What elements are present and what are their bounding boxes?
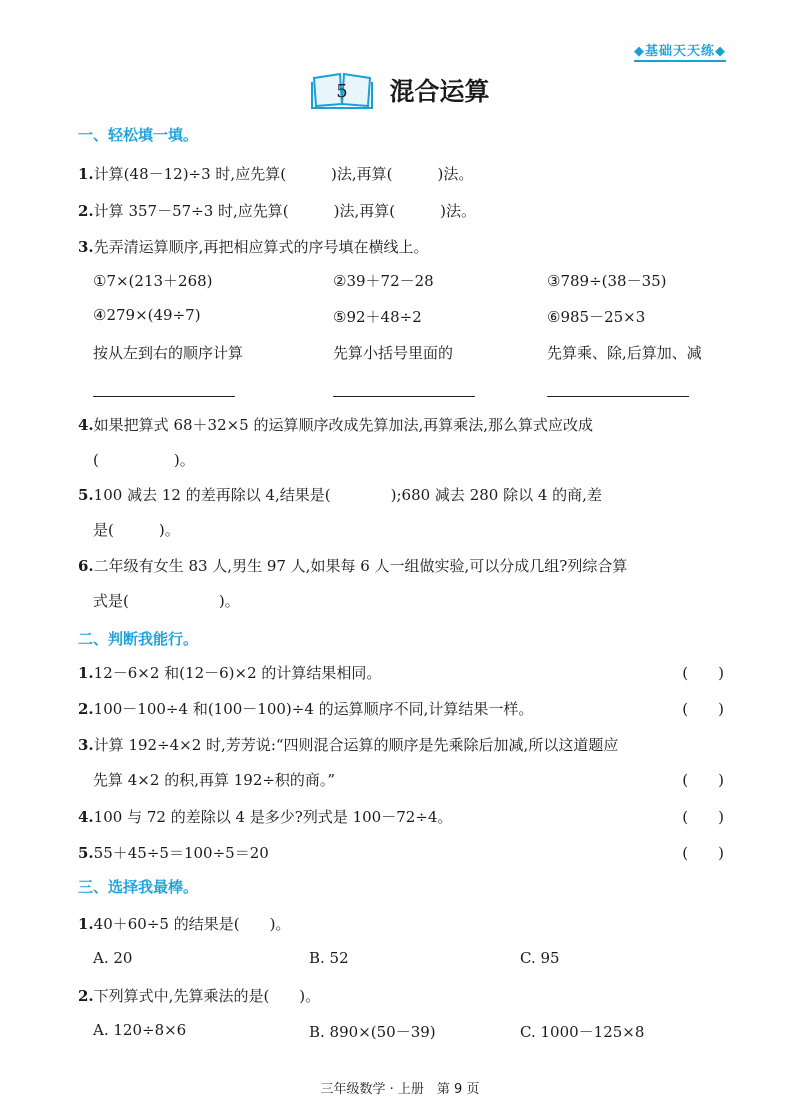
s2-q3-text: 计算 192÷4×2 时,芳芳说:“四则混合运算的顺序是先乘除后加减,所以这道题应 — [93, 736, 619, 754]
s2-q5-text: 55＋45÷5＝100÷5＝20 — [93, 844, 269, 862]
s2-q2-text: 100－100÷4 和(100－100)÷4 的运算顺序不同,计算结果一样。 — [93, 700, 534, 718]
category-left-to-right: 按从左到右的顺序计算 — [93, 344, 244, 362]
s3-q2-num: 2. — [78, 987, 94, 1005]
s2-q3 — [78, 734, 724, 755]
s1-q5-cont: 是( )。 — [93, 521, 180, 539]
s3-q2-option-a[interactable]: A. 120÷8×6 — [93, 1021, 187, 1039]
s1-q5-text: 100 减去 12 的差再除以 4,结果是( );680 减去 280 除以 4 的商,差 — [93, 486, 602, 504]
s2-q1-text: 12－6×2 和(12－6)×2 的计算结果相同。 — [93, 664, 382, 682]
s1-q1 — [78, 163, 724, 184]
open-book-icon — [310, 70, 374, 110]
s1-q3-text: 先弄清运算顺序,再把相应算式的序号填在横线上。 — [93, 238, 429, 256]
s2-q4-num: 4. — [78, 808, 94, 826]
s1-q1-text: 计算(48－12)÷3 时,应先算( )法,再算( )法。 — [93, 165, 474, 183]
s3-q2 — [78, 985, 724, 1006]
expr-4: ④279×(49÷7) — [93, 306, 201, 324]
s3-q1-option-c[interactable]: C. 95 — [520, 949, 560, 967]
s1-q6 — [78, 555, 724, 576]
answer-line-3[interactable] — [547, 396, 689, 397]
expr-3: ③789÷(38－35) — [547, 272, 667, 290]
expr-6: ⑥985－25×3 — [547, 308, 646, 326]
category-parentheses: 先算小括号里面的 — [333, 344, 454, 362]
s1-q1-num: 1. — [78, 165, 94, 183]
s2-q1 — [78, 662, 724, 683]
s3-q1-option-a[interactable]: A. 20 — [93, 949, 133, 967]
s1-q3-num: 3. — [78, 238, 94, 256]
s3-q2-text: 下列算式中,先算乘法的是( )。 — [93, 987, 321, 1005]
expr-1: ①7×(213＋268) — [93, 272, 213, 290]
s2-q5-answer[interactable]: ( ) — [682, 844, 724, 862]
s1-q2-text: 计算 357－57÷3 时,应先算( )法,再算( )法。 — [93, 202, 476, 220]
s2-q2-num: 2. — [78, 700, 94, 718]
answer-line-1[interactable] — [93, 396, 235, 397]
s1-q4 — [78, 414, 724, 435]
s2-q4-text: 100 与 72 的差除以 4 是多少?列式是 100－72÷4。 — [93, 808, 453, 826]
s2-q1-num: 1. — [78, 664, 94, 682]
section3-heading: 三、选择我最棒。 — [78, 878, 199, 896]
section1-heading: 一、轻松填一填。 — [78, 126, 199, 144]
s1-q6-num: 6. — [78, 557, 94, 575]
s2-q3-cont: 先算 4×2 的积,再算 192÷积的商。” — [93, 771, 336, 789]
s3-q1-option-b[interactable]: B. 52 — [309, 949, 349, 967]
s3-q1-num: 1. — [78, 915, 94, 933]
s3-q1 — [78, 913, 724, 934]
s1-q4-num: 4. — [78, 416, 94, 434]
s3-q1-text: 40＋60÷5 的结果是( )。 — [93, 915, 291, 933]
s2-q1-answer[interactable]: ( ) — [682, 664, 724, 682]
category-mul-div-first: 先算乘、除,后算加、减 — [547, 344, 702, 362]
page-footer: 三年级数学 · 上册 第 9 页 — [320, 1082, 480, 1097]
s1-q4-cont: ( )。 — [93, 451, 195, 469]
s2-q2 — [78, 698, 724, 719]
s1-q5 — [78, 484, 724, 505]
s1-q4-text: 如果把算式 68＋32×5 的运算顺序改成先算加法,再算乘法,那么算式应改成 — [93, 416, 594, 434]
lesson-number: 5 — [336, 81, 349, 102]
expr-5: ⑤92＋48÷2 — [333, 308, 422, 326]
s3-q2-option-b[interactable]: B. 890×(50－39) — [309, 1023, 436, 1041]
page-title: 混合运算 — [389, 77, 490, 106]
s1-q2 — [78, 200, 724, 221]
s1-q3 — [78, 236, 724, 257]
s1-q6-text: 二年级有女生 83 人,男生 97 人,如果每 6 人一组做实验,可以分成几组?列综合算 — [93, 557, 628, 575]
s2-q4 — [78, 806, 724, 827]
series-tag: ◆基础天天练◆ — [634, 40, 726, 62]
s1-q6-cont: 式是( )。 — [93, 592, 240, 610]
s2-q3-answer[interactable]: ( ) — [682, 771, 724, 789]
lesson-title-block — [0, 70, 800, 110]
expr-2: ②39＋72－28 — [333, 272, 434, 290]
s3-q2-option-c[interactable]: C. 1000－125×8 — [520, 1023, 645, 1041]
s1-q5-num: 5. — [78, 486, 94, 504]
s2-q4-answer[interactable]: ( ) — [682, 808, 724, 826]
section2-heading: 二、判断我能行。 — [78, 630, 199, 648]
s2-q2-answer[interactable]: ( ) — [682, 700, 724, 718]
answer-line-2[interactable] — [333, 396, 475, 397]
s2-q5-num: 5. — [78, 844, 94, 862]
s1-q2-num: 2. — [78, 202, 94, 220]
s2-q3-num: 3. — [78, 736, 94, 754]
s2-q5 — [78, 842, 724, 863]
